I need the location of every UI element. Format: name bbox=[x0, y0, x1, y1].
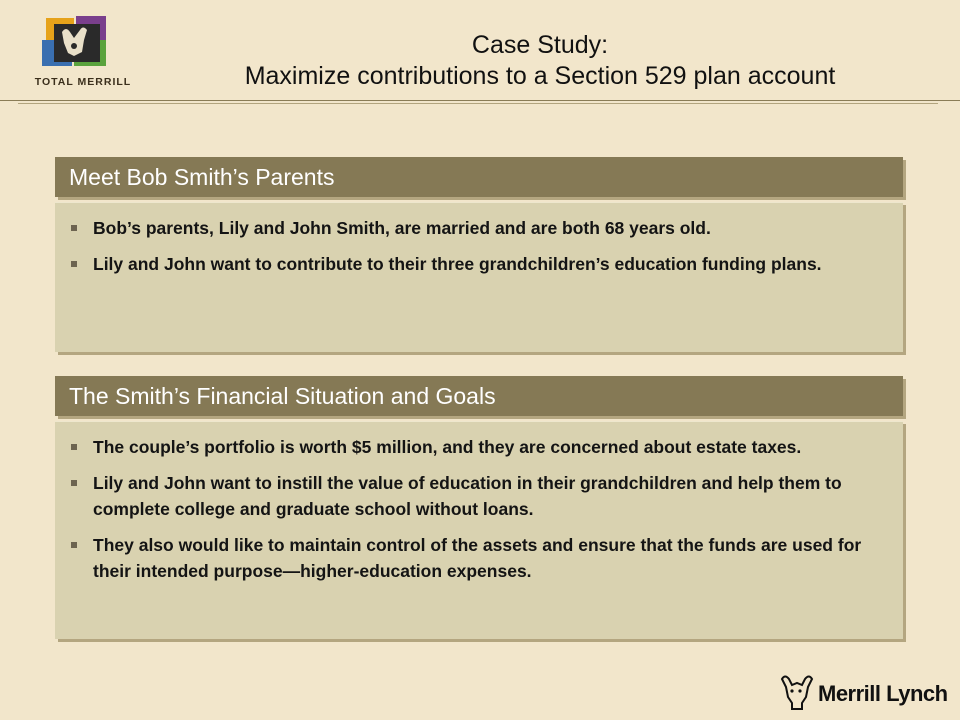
list-item bbox=[69, 532, 863, 584]
section-body bbox=[55, 421, 903, 639]
merrill-lynch-logo bbox=[778, 673, 948, 713]
header-divider-secondary bbox=[18, 103, 938, 104]
square-bullet-icon bbox=[71, 261, 77, 267]
section-heading: The Smith’s Financial Situation and Goals bbox=[55, 376, 903, 416]
brand-name: TOTAL MERRILL bbox=[34, 76, 132, 88]
bullet-text: Bob’s parents, Lily and John Smith, are married and are both 68 years old. bbox=[93, 218, 711, 238]
section-financial-situation bbox=[55, 376, 903, 639]
list-item bbox=[69, 434, 863, 460]
header-divider bbox=[0, 100, 960, 101]
bullet-text: Lily and John want to instill the value of education in their grandchildren and help them to complete college and graduate school without loans. bbox=[93, 473, 842, 519]
title-line-1: Case Study: bbox=[471, 31, 609, 59]
bullet-text: Lily and John want to contribute to their three grandchildren’s education funding plans. bbox=[93, 254, 822, 274]
square-bullet-icon bbox=[71, 225, 77, 231]
square-bullet-icon bbox=[71, 444, 77, 450]
square-bullet-icon bbox=[71, 480, 77, 486]
square-bullet-icon bbox=[71, 542, 77, 548]
page-title bbox=[160, 30, 920, 92]
section-heading: Meet Bob Smith’s Parents bbox=[55, 157, 903, 197]
list-item bbox=[69, 470, 863, 522]
total-merrill-bull-logo-icon bbox=[40, 16, 116, 68]
bullet-text: The couple’s portfolio is worth $5 million, and they are concerned about estate taxes. bbox=[93, 437, 802, 457]
total-merrill-logo bbox=[18, 10, 148, 90]
section-parents bbox=[55, 157, 903, 352]
merrill-lynch-wordmark: Merrill Lynch bbox=[818, 681, 948, 706]
bullet-list bbox=[69, 434, 863, 584]
merrill-lynch-bull-icon bbox=[778, 673, 814, 711]
bullet-text: They also would like to maintain control of the assets and ensure that the funds are used for their intended purpose—higher-education expenses. bbox=[93, 535, 862, 581]
list-item bbox=[69, 215, 863, 241]
section-body bbox=[55, 202, 903, 352]
bullet-list bbox=[69, 215, 863, 277]
title-line-2: Maximize contributions to a Section 529 plan account bbox=[244, 62, 836, 90]
list-item bbox=[69, 251, 863, 277]
